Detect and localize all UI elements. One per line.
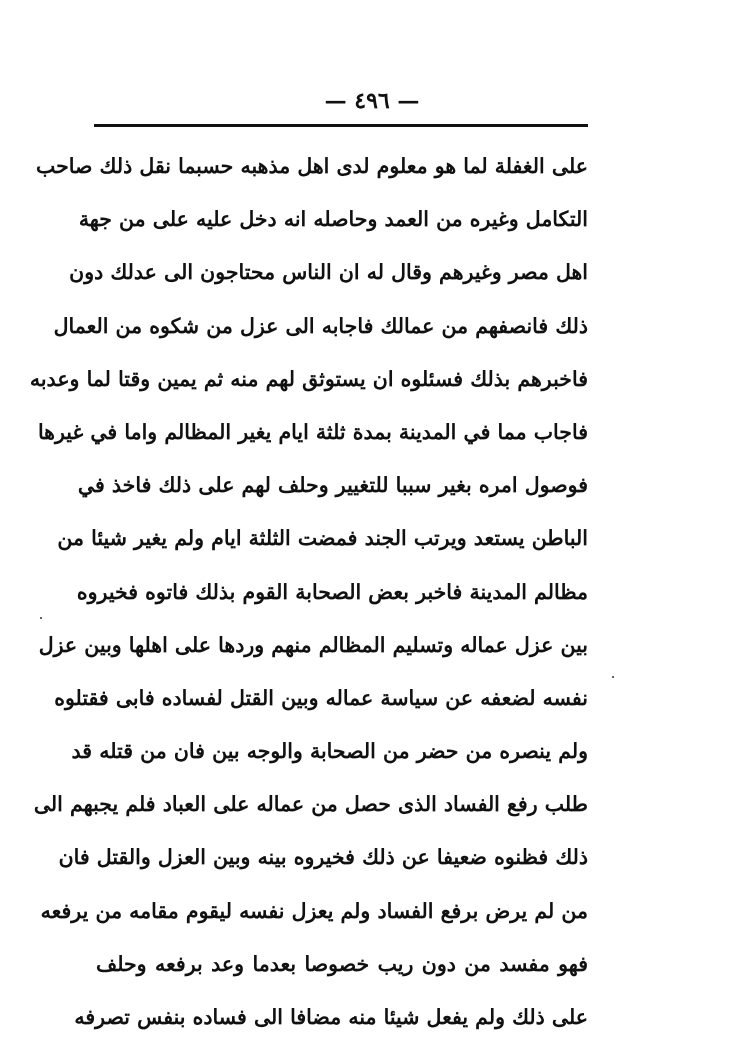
text-line: فاجاب مما في المدينة بمدة ثلثة ايام يغير المظالم واما في غيرها [37,419,588,444]
text-line: ذلك فظنوه ضعيفا عن ذلك فخيروه بينه وبين العزل والقتل فان [58,845,588,870]
header-rule [94,124,588,127]
scan-speck [40,617,42,619]
scan-speck [612,676,614,678]
text-line: اهل مصر وغيرهم وقال له ان الناس محتاجون الى عدلك دون [69,260,588,285]
page-number: — ٤٩٦ — [324,88,420,114]
text-line: فاخبرهم بذلك فسئلوه ان يستوثق لهم منه ثم يمين وقتا لما وعدبه [29,366,588,391]
text-line: من لم يرض برفع الفساد ولم يعزل نفسه ليقوم مقامه من يرفعه [40,898,588,923]
text-line: فوصول امره بغير سببا للتغيير وحلف لهم على ذلك فاخذ في [77,473,588,498]
text-line: بين عزل عماله وتسليم المظالم منهم وردها على اهلها وبين عزل [38,632,588,657]
text-line: الباطن يستعد ويرتب الجند فمضت الثلثة ايام ولم يغير شيئا من [57,526,588,551]
text-line: طلب رفع الفساد الذى حصل من عماله على العباد فلم يجبهم الى [33,792,588,817]
body-text [29,140,588,1044]
text-line: نفسه لضعفه عن سياسة عماله وبين القتل لفساده فابى فقتلوه [54,685,588,710]
text-line: التكامل وغيره من العمد وحاصله انه دخل عليه على من جهة [78,207,588,232]
text-line: على الغفلة لما هو معلوم لدى اهل مذهبه حسبما نقل ذلك صاحب [35,154,588,178]
text-line: ذلك فانصفهم من عمالك فاجابه الى عزل من شكوه من العمال [53,313,588,338]
text-line: على ذلك ولم يفعل شيئا منه مضافا الى فساده بنفس تصرفه [74,1005,588,1029]
text-line: فهو مفسد من دون ريب خصوصا بعدما وعد برفعه وحلف [96,951,588,976]
text-line: مظالم المدينة فاخبر بعض الصحابة القوم بذلك فاتوه فخيروه [76,579,588,604]
text-line: ولم ينصره من حضر من الصحابة والوجه بين فان من قتله قد [71,739,588,764]
